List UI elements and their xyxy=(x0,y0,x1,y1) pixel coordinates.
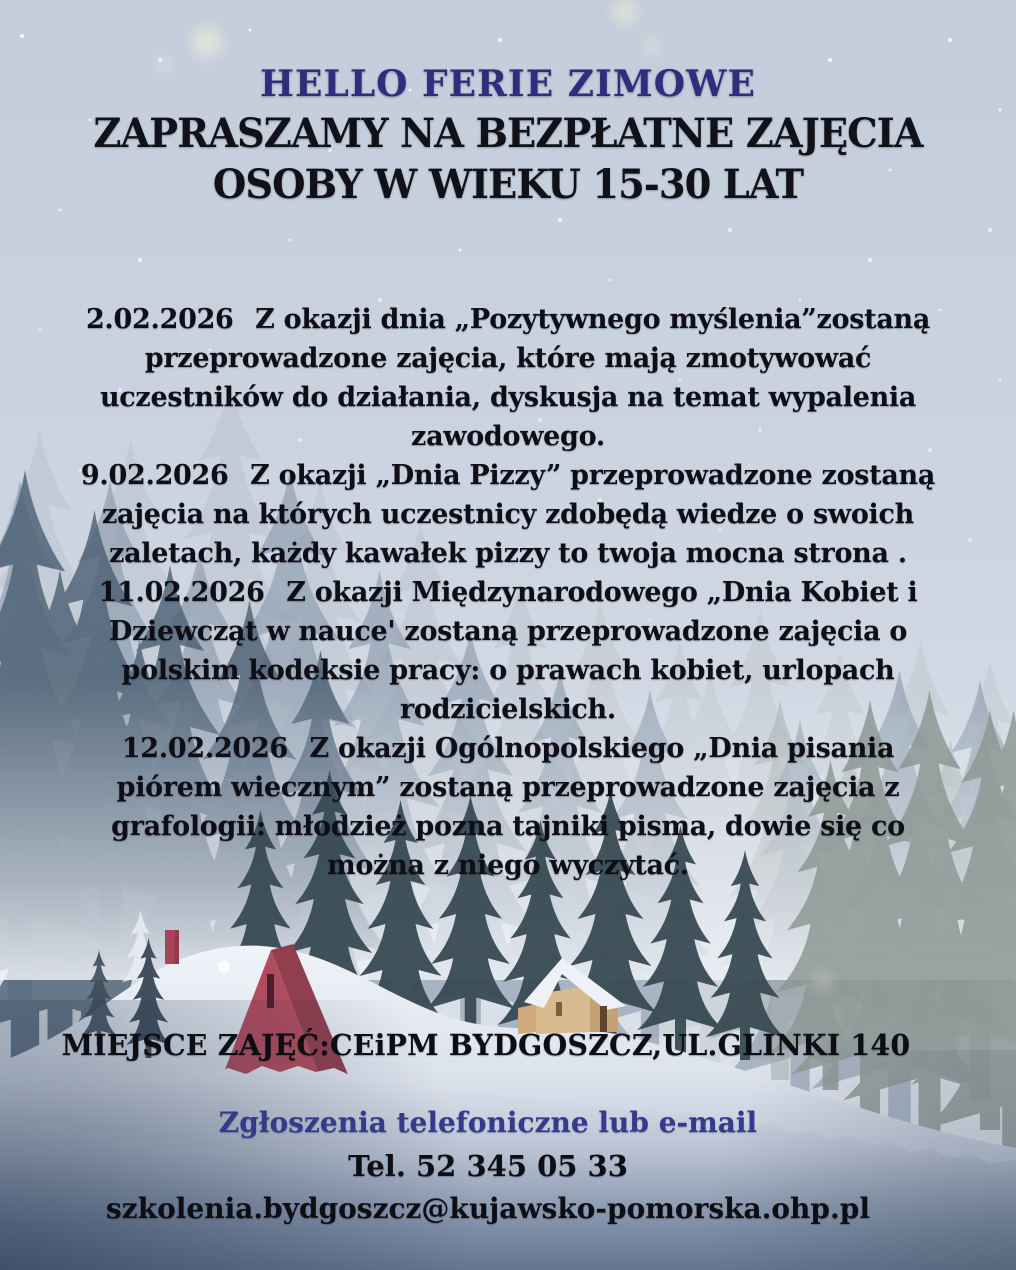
contact-phone: Tel. 52 345 05 33 xyxy=(348,1149,628,1183)
event-item xyxy=(68,573,948,729)
poster-subtitle-line1: ZAPRASZAMY NA BEZPŁATNE ZAJĘCIA xyxy=(93,110,923,157)
event-text: Z okazji „Dnia Pizzy” przeprowadzone zostaną zajęcia na których uczestnicy zdobędą wiedze o swoich zaletach, każdy kawałek pizzy to twoja mocna strona . xyxy=(102,460,936,569)
event-text: Z okazji Międzynarodowego „Dnia Kobiet i Dziewcząt w nauce' zostaną przeprowadzone zajęcia o polskim kodeksie pracy: o prawach kobiet, urlopach rodzicielskich. xyxy=(108,577,918,725)
event-date: 11.02.2026 xyxy=(98,577,265,608)
contact-email: szkolenia.bydgoszcz@kujawsko-pomorska.ohp.pl xyxy=(106,1192,870,1225)
event-text: Z okazji dnia „Pozytywnego myślenia”zostaną przeprowadzone zajęcia, które mają zmotywować uczestników do działania, dyskusja na temat wypalenia zawodowego. xyxy=(99,304,931,452)
location-line: MIEJSCE ZAJĘĆ:CEiPM BYDGOSZCZ,UL.GLINKI 140 xyxy=(61,1028,911,1062)
event-date: 2.02.2026 xyxy=(85,304,234,335)
event-item xyxy=(68,729,948,885)
contact-heading: Zgłoszenia telefoniczne lub e-mail xyxy=(218,1106,758,1139)
event-date: 12.02.2026 xyxy=(121,733,288,764)
poster-header xyxy=(0,60,1016,210)
poster-subtitle-line2: OSOBY W WIEKU 15-30 LAT xyxy=(212,161,804,208)
event-date: 9.02.2026 xyxy=(80,460,229,491)
events-list xyxy=(68,300,948,885)
event-text: Z okazji Ogólnopolskiego „Dnia pisania piórem wiecznym” zostaną przeprowadzone zajęcia z grafologii: młodzież pozna tajniki pisma, dowie się co można z niego wyczytać. xyxy=(111,733,905,881)
event-item xyxy=(68,300,948,456)
event-item xyxy=(68,456,948,573)
contact-block xyxy=(0,1102,996,1230)
poster-title: HELLO FERIE ZIMOWE xyxy=(260,63,756,105)
